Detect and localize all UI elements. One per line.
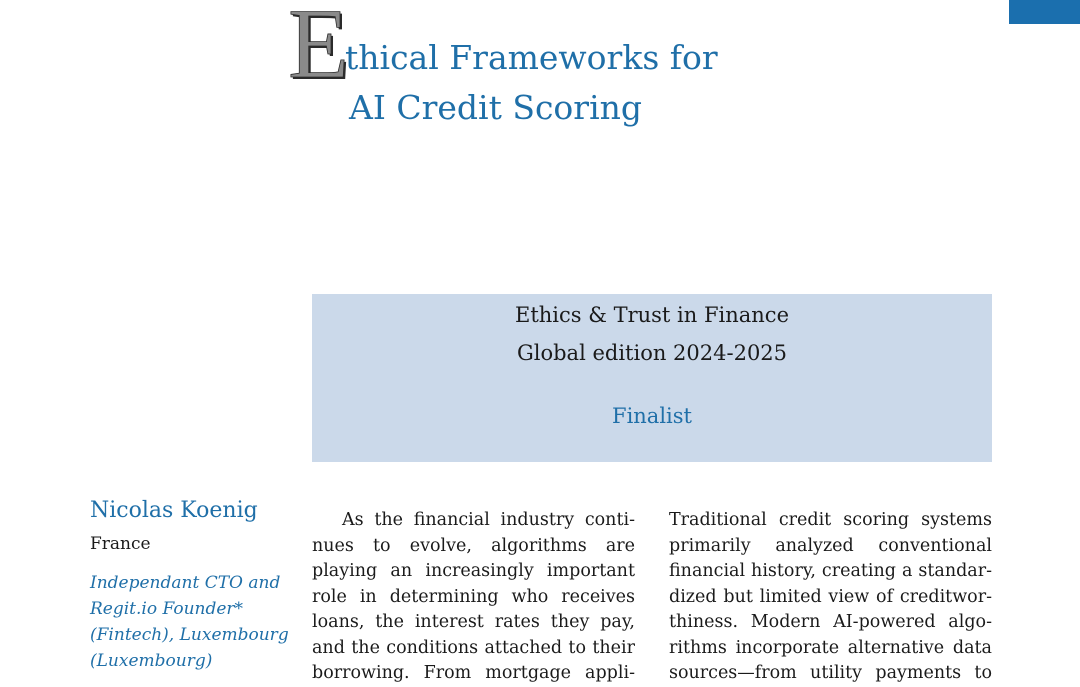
author-name: Nicolas Koenig xyxy=(90,498,258,523)
body-line: financial history, creating a standar- xyxy=(669,561,992,581)
body-column-1 xyxy=(312,508,635,687)
award-name: Ethics & Trust in Finance xyxy=(514,303,789,327)
body-line: thiness. Modern AI-powered algo- xyxy=(669,612,992,632)
body-line: primarily analyzed conventional xyxy=(669,535,992,556)
award-status: Finalist xyxy=(612,404,692,428)
affiliation-line: (Fintech), Luxembourg xyxy=(90,625,289,645)
body-line: dized but limited view of creditwor- xyxy=(669,586,992,607)
author-affiliation xyxy=(90,570,300,674)
title-dropcap: E xyxy=(288,0,350,99)
corner-tab-marker xyxy=(1009,0,1080,24)
affiliation-line: Independant CTO and xyxy=(90,573,281,593)
body-line: borrowing. From mortgage appli- xyxy=(312,663,635,683)
affiliation-line: (Luxembourg) xyxy=(90,651,213,671)
award-box xyxy=(312,294,992,462)
author-country: France xyxy=(90,534,151,554)
award-edition: Global edition 2024-2025 xyxy=(516,341,788,365)
body-line: loans, the interest rates they pay, xyxy=(312,612,635,632)
body-column-2 xyxy=(669,508,992,687)
title-line-2: AI Credit Scoring xyxy=(349,88,643,127)
body-line: sources—from utility payments to xyxy=(669,663,992,683)
body-line: and the conditions attached to their xyxy=(312,637,635,658)
body-line: role in determining who receives xyxy=(312,586,635,607)
body-line: rithms incorporate alternative data xyxy=(669,637,992,658)
body-line: Traditional credit scoring systems xyxy=(669,510,992,530)
affiliation-line: Regit.io Founder* xyxy=(90,599,244,619)
title-line-1: thical Frameworks for xyxy=(345,38,718,77)
body-line: As the financial industry conti- xyxy=(342,510,635,530)
body-line: nues to evolve, algorithms are xyxy=(312,535,635,556)
body-line: playing an increasingly important xyxy=(312,561,635,581)
